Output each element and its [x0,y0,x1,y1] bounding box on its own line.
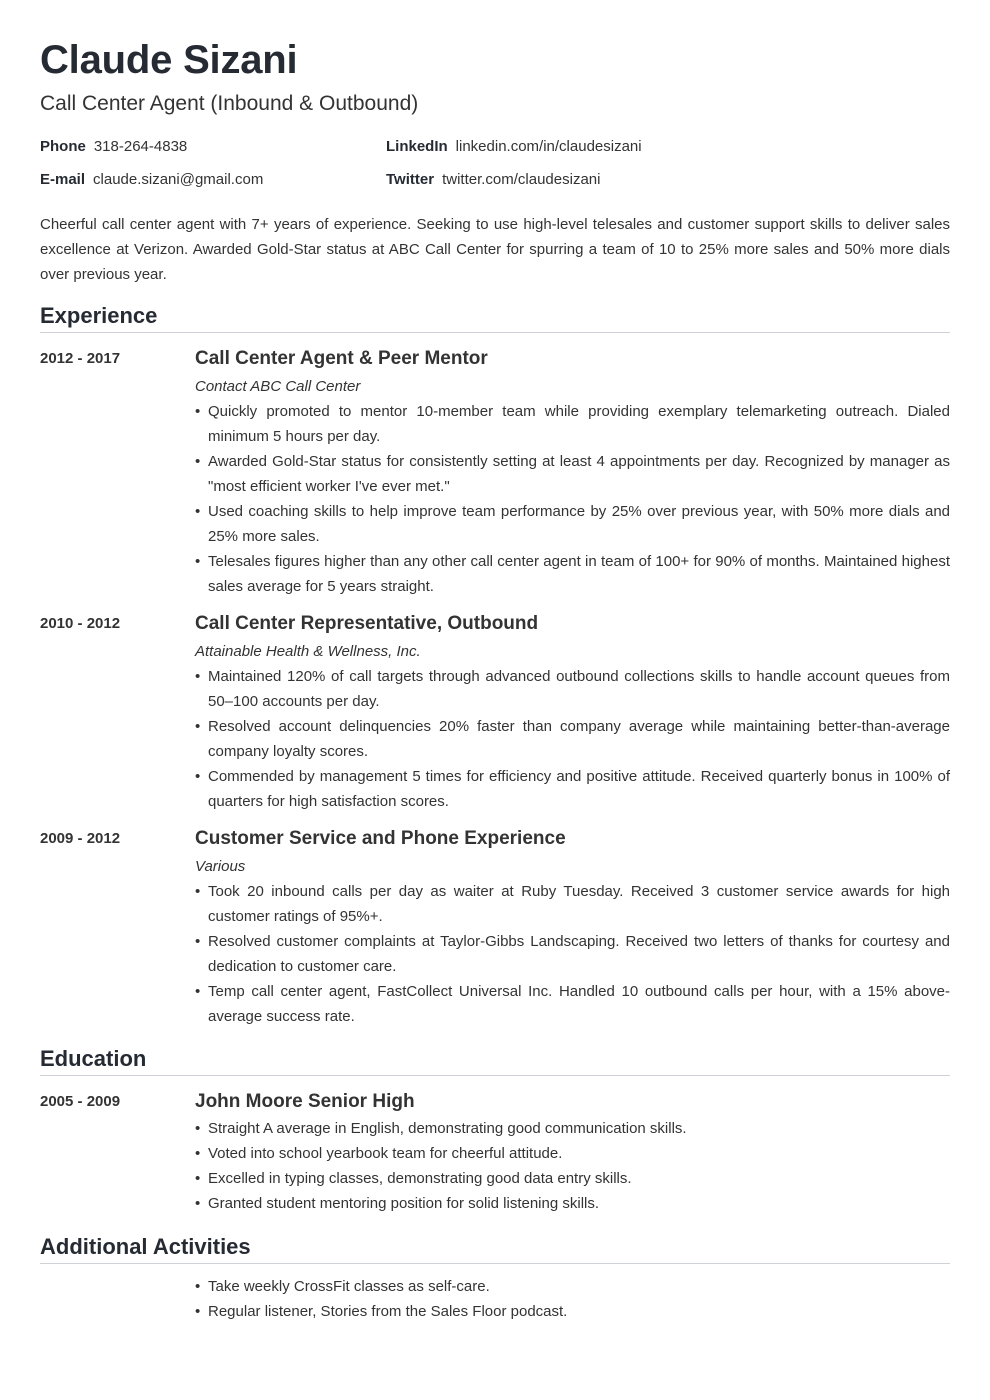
entry-title: Customer Service and Phone Experience [195,828,566,849]
contact-value[interactable]: twitter.com/claudesizani [442,171,601,188]
list-item: • Used coaching skills to help improve team performance by 25% over previous year, with 50% more dials and 25% more sales. [195,499,950,549]
bullet-list [195,1274,950,1324]
entry-body [195,345,950,599]
list-item: • Straight A average in English, demonstrating good communication skills. [195,1116,950,1141]
contact-label: LinkedIn [386,138,448,155]
job-title: Call Center Agent (Inbound & Outbound) [40,92,419,115]
list-item: • Quickly promoted to mentor 10-member team while providing exemplary telemarketing outreach. Dialed minimum 5 hours per day. [195,399,950,449]
list-item: • Voted into school yearbook team for cheerful attitude. [195,1141,950,1166]
contact-linkedin [386,136,642,158]
contact-value[interactable]: claude.sizani@gmail.com [93,171,264,188]
list-item: • Resolved account delinquencies 20% faster than company average while maintaining better-than-average company loyalty scores. [195,714,950,764]
section-title-experience: Experience [40,301,950,333]
profile-summary: Cheerful call center agent with 7+ years of experience. Seeking to use high-level telesales and customer support skills to deliver sales excellence at Verizon. Awarded Gold-Star status at ABC Call Center for spurring a team of 10 to 25% more sales and 50% more dials over previous year. [40,216,950,283]
list-item: • Granted student mentoring position for solid listening skills. [195,1191,950,1216]
candidate-name: Claude Sizani [40,38,298,82]
contact-email [40,169,263,191]
list-item: • Take weekly CrossFit classes as self-care. [195,1274,950,1299]
bullet-list [195,879,950,1029]
list-item: • Took 20 inbound calls per day as waiter at Ruby Tuesday. Received 3 customer service awards for high customer ratings of 95%+. [195,879,950,929]
entry-organization: Contact ABC Call Center [195,378,361,395]
list-item: • Maintained 120% of call targets through advanced outbound collections skills to handle account queues from 50–100 accounts per day. [195,664,950,714]
entry-title: Call Center Representative, Outbound [195,613,539,634]
contact-value[interactable]: linkedin.com/in/claudesizani [455,138,642,155]
bullet-list [195,399,950,599]
contact-label: Twitter [386,171,435,188]
bullet-list [195,1116,950,1216]
list-item: • Excelled in typing classes, demonstrating good data entry skills. [195,1166,950,1191]
list-item: • Telesales figures higher than any other call center agent in team of 100+ for 90% of months. Maintained highest sales average for 5 years straight. [195,549,950,599]
contact-phone [40,136,187,158]
list-item: • Resolved customer complaints at Taylor-Gibbs Landscaping. Received two letters of thanks for courtesy and dedication to customer care. [195,929,950,979]
entry-body [195,1088,950,1216]
entry-organization: Various [195,858,246,875]
entry-dates: 2009 - 2012 [40,830,121,847]
section-title-activities: Additional Activities [40,1232,950,1264]
entry-dates: 2012 - 2017 [40,350,121,367]
entry-title: John Moore Senior High [195,1091,415,1112]
contact-label: E-mail [40,171,86,188]
bullet-list [195,664,950,814]
entry-title: Call Center Agent & Peer Mentor [195,348,488,369]
list-item: • Regular listener, Stories from the Sales Floor podcast. [195,1299,950,1324]
contact-row [40,136,950,169]
list-item: • Commended by management 5 times for efficiency and positive attitude. Received quarterly bonus in 100% of quarters for high satisfaction scores. [195,764,950,814]
entry-body [195,1274,950,1324]
contact-value: 318-264-4838 [93,138,188,155]
contact-twitter [386,169,600,191]
contact-row [40,169,950,202]
contact-label: Phone [40,138,86,155]
entry-dates: 2005 - 2009 [40,1093,121,1110]
entry-body [195,825,950,1029]
list-item: • Awarded Gold-Star status for consistently setting at least 4 appointments per day. Recognized by manager as "most efficient worker I've ever met." [195,449,950,499]
list-item: • Temp call center agent, FastCollect Universal Inc. Handled 10 outbound calls per hour, with a 15% above-average success rate. [195,979,950,1029]
entry-organization: Attainable Health & Wellness, Inc. [195,643,421,660]
entry-dates: 2010 - 2012 [40,615,121,632]
contact-info [40,136,950,202]
section-title-education: Education [40,1044,950,1076]
entry-body [195,610,950,814]
